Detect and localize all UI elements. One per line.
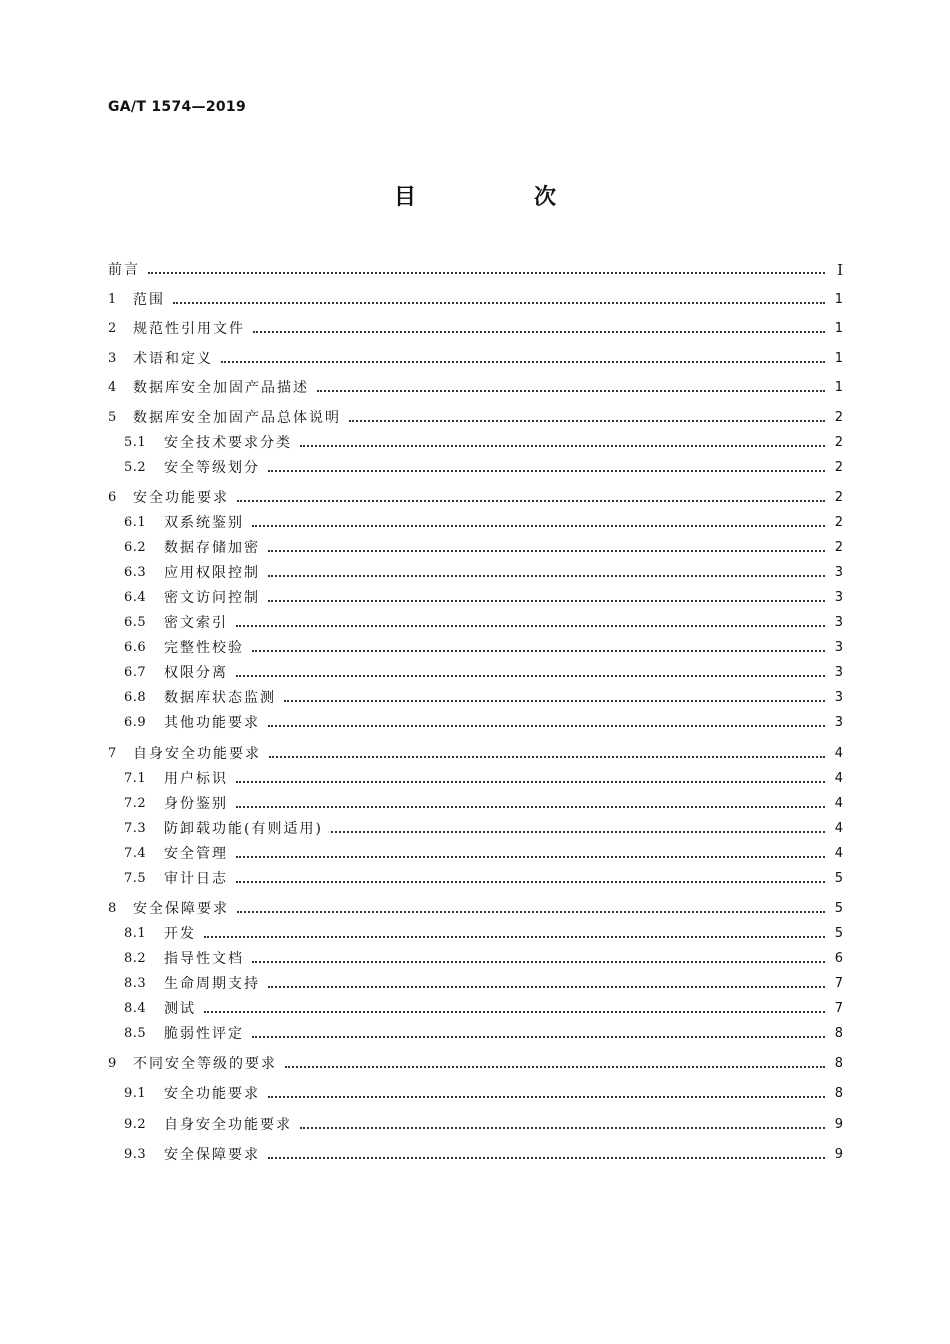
toc-entry-page: 2 <box>834 460 843 475</box>
toc-entry-page: 3 <box>834 665 843 680</box>
toc-entry-page: 3 <box>834 590 843 605</box>
toc-entry-number: 6 <box>108 490 117 505</box>
toc-entry-number: 6.8 <box>124 690 147 705</box>
toc-entry-number: 7 <box>108 746 117 761</box>
toc-entry[interactable] <box>108 947 843 971</box>
toc-leader-dots <box>285 1064 825 1068</box>
toc-entry-page: 1 <box>834 351 843 366</box>
toc-leader-dots <box>253 329 825 333</box>
toc-entry-number: 8 <box>108 901 117 916</box>
toc-entry-page: 8 <box>834 1026 843 1041</box>
toc-entry[interactable] <box>108 767 843 791</box>
toc-leader-dots <box>252 648 825 652</box>
toc-entry[interactable] <box>108 347 843 371</box>
toc-entry[interactable] <box>108 711 843 735</box>
document-code: GA/T 1574—2019 <box>108 99 246 115</box>
toc-leader-dots <box>236 673 825 677</box>
toc-entry-number: 6.7 <box>124 665 147 680</box>
toc-entry-number: 7.1 <box>124 771 147 786</box>
toc-leader-dots <box>204 934 825 938</box>
toc-entry-label: 安全功能要求 <box>133 490 229 506</box>
toc-entry-label: 开发 <box>164 926 196 942</box>
toc-entry[interactable] <box>108 1022 843 1046</box>
toc-entry-number: 6.9 <box>124 715 147 730</box>
toc-leader-dots <box>349 418 825 422</box>
toc-entry-page: 3 <box>834 715 843 730</box>
toc-entry-page: 3 <box>834 640 843 655</box>
toc-entry-page: 9 <box>834 1117 843 1132</box>
toc-entry-label: 术语和定义 <box>133 351 213 367</box>
toc-entry[interactable] <box>108 636 843 660</box>
toc-entry-number: 9.1 <box>124 1086 147 1101</box>
toc-entry-number: 8.3 <box>124 976 147 991</box>
toc-entry[interactable] <box>108 792 843 816</box>
toc-entry-number: 5.1 <box>124 435 147 450</box>
toc-entry-page: 8 <box>834 1056 843 1071</box>
toc-entry-page: 1 <box>834 292 843 307</box>
toc-entry-page: 5 <box>834 901 843 916</box>
toc-leader-dots <box>237 498 825 502</box>
toc-entry-page: 4 <box>834 746 843 761</box>
toc-entry-page: 9 <box>834 1147 843 1162</box>
toc-entry[interactable] <box>108 661 843 685</box>
toc-entry[interactable] <box>108 486 843 510</box>
toc-leader-dots <box>236 879 825 883</box>
toc-entry-label: 范围 <box>133 292 165 308</box>
toc-entry[interactable] <box>108 536 843 560</box>
toc-entry-label: 完整性校验 <box>164 640 244 656</box>
toc-entry-label: 自身安全功能要求 <box>164 1117 292 1133</box>
toc-entry-number: 7.3 <box>124 821 147 836</box>
toc-entry-label: 安全保障要求 <box>133 901 229 917</box>
toc-title: 目 次 <box>393 185 604 210</box>
toc-leader-dots <box>252 959 825 963</box>
toc-leader-dots <box>317 388 825 392</box>
toc-entry-page: 2 <box>834 435 843 450</box>
toc-entry-page: 8 <box>834 1086 843 1101</box>
toc-entry[interactable] <box>108 1082 843 1106</box>
toc-entry-number: 8.5 <box>124 1026 147 1041</box>
toc-entry-label: 数据存储加密 <box>164 540 260 556</box>
toc-entry-label: 安全保障要求 <box>164 1147 260 1163</box>
toc-entry-label: 密文索引 <box>164 615 228 631</box>
toc-leader-dots <box>300 443 825 447</box>
toc-entry-label: 生命周期支持 <box>164 976 260 992</box>
toc-entry-page: 7 <box>834 1001 843 1016</box>
toc-entry[interactable] <box>108 1113 843 1137</box>
toc-entry-page: Ⅰ <box>837 261 843 279</box>
toc-entry[interactable] <box>108 406 843 430</box>
toc-entry[interactable] <box>108 258 843 282</box>
toc-entry-label: 安全等级划分 <box>164 460 260 476</box>
toc-entry-number: 5 <box>108 410 117 425</box>
toc-entry-label: 用户标识 <box>164 771 228 787</box>
toc-entry-page: 4 <box>834 771 843 786</box>
toc-entry[interactable] <box>108 611 843 635</box>
toc-entry[interactable] <box>108 817 843 841</box>
toc-entry-number: 4 <box>108 380 117 395</box>
toc-entry[interactable] <box>108 561 843 585</box>
toc-entry[interactable] <box>108 456 843 480</box>
toc-entry-page: 6 <box>834 951 843 966</box>
toc-entry-number: 6.6 <box>124 640 147 655</box>
toc-entry-number: 6.4 <box>124 590 147 605</box>
toc-entry-number: 8.1 <box>124 926 147 941</box>
toc-leader-dots <box>236 779 825 783</box>
toc-entry-page: 3 <box>834 690 843 705</box>
toc-entry-page: 4 <box>834 796 843 811</box>
toc-entry-page: 5 <box>834 871 843 886</box>
toc-leader-dots <box>300 1125 825 1129</box>
toc-entry-page: 2 <box>834 410 843 425</box>
toc-entry-page: 1 <box>834 380 843 395</box>
toc-leader-dots <box>268 723 825 727</box>
toc-leader-dots <box>236 623 825 627</box>
toc-entry-number: 9.3 <box>124 1147 147 1162</box>
toc-entry-number: 9.2 <box>124 1117 147 1132</box>
toc-entry[interactable] <box>108 586 843 610</box>
toc-entry-number: 1 <box>108 292 117 307</box>
toc-entry-label: 指导性文档 <box>164 951 244 967</box>
toc-leader-dots <box>173 300 825 304</box>
toc-entry[interactable] <box>108 867 843 891</box>
toc-leader-dots <box>331 829 825 833</box>
toc-leader-dots <box>252 1034 825 1038</box>
toc-entry-label: 安全功能要求 <box>164 1086 260 1102</box>
toc-leader-dots <box>268 548 825 552</box>
toc-entry[interactable] <box>108 511 843 535</box>
toc-leader-dots <box>268 984 825 988</box>
toc-leader-dots <box>268 1094 825 1098</box>
toc-entry-label: 规范性引用文件 <box>133 321 245 337</box>
toc-entry[interactable] <box>108 742 843 766</box>
toc-entry[interactable] <box>108 1052 843 1076</box>
toc-entry-number: 6.2 <box>124 540 147 555</box>
toc-leader-dots <box>237 909 825 913</box>
toc-entry-label: 数据库安全加固产品总体说明 <box>133 410 341 426</box>
toc-entry-number: 6.5 <box>124 615 147 630</box>
toc-leader-dots <box>236 804 825 808</box>
toc-leader-dots <box>268 1155 825 1159</box>
toc-entry-page: 2 <box>834 540 843 555</box>
toc-entry-label: 密文访问控制 <box>164 590 260 606</box>
toc-leader-dots <box>268 573 825 577</box>
toc-entry[interactable] <box>108 997 843 1021</box>
toc-entry-number: 6.3 <box>124 565 147 580</box>
toc-entry-page: 4 <box>834 846 843 861</box>
toc-entry-page: 2 <box>834 515 843 530</box>
toc-entry[interactable] <box>108 897 843 921</box>
toc-entry-page: 1 <box>834 321 843 336</box>
toc-entry-page: 4 <box>834 821 843 836</box>
toc-entry-label: 数据库安全加固产品描述 <box>133 380 309 396</box>
toc-leader-dots <box>148 270 825 274</box>
toc-entry[interactable] <box>108 288 843 312</box>
toc-entry[interactable] <box>108 431 843 455</box>
toc-entry-label: 不同安全等级的要求 <box>133 1056 277 1072</box>
toc-entry-label: 安全管理 <box>164 846 228 862</box>
toc-entry-label: 其他功能要求 <box>164 715 260 731</box>
toc-entry[interactable] <box>108 686 843 710</box>
toc-entry[interactable] <box>108 1143 843 1167</box>
toc-leader-dots <box>269 754 825 758</box>
toc-entry-number: 2 <box>108 321 117 336</box>
toc-entry-page: 2 <box>834 490 843 505</box>
toc-entry-label: 双系统鉴别 <box>164 515 244 531</box>
toc-entry-page: 3 <box>834 615 843 630</box>
toc-entry-number: 3 <box>108 351 117 366</box>
toc-entry-label: 权限分离 <box>164 665 228 681</box>
toc-entry-label: 测试 <box>164 1001 196 1017</box>
toc-leader-dots <box>252 523 825 527</box>
toc-leader-dots <box>221 359 825 363</box>
toc-entry-page: 5 <box>834 926 843 941</box>
toc-entry-label: 前言 <box>108 262 140 278</box>
toc-entry-number: 8.2 <box>124 951 147 966</box>
toc-entry[interactable] <box>108 317 843 341</box>
toc-leader-dots <box>268 598 825 602</box>
toc-entry-label: 数据库状态监测 <box>164 690 276 706</box>
toc-entry-page: 7 <box>834 976 843 991</box>
toc-entry[interactable] <box>108 376 843 400</box>
toc-entry[interactable] <box>108 972 843 996</box>
toc-entry-number: 7.4 <box>124 846 147 861</box>
toc-entry-number: 6.1 <box>124 515 147 530</box>
toc-entry-label: 应用权限控制 <box>164 565 260 581</box>
toc-leader-dots <box>268 468 825 472</box>
toc-entry-label: 身份鉴别 <box>164 796 228 812</box>
toc-leader-dots <box>204 1009 825 1013</box>
toc-entry-label: 防卸载功能(有则适用) <box>164 821 323 837</box>
toc-entry-number: 7.2 <box>124 796 147 811</box>
toc-leader-dots <box>236 854 825 858</box>
toc-entry[interactable] <box>108 842 843 866</box>
toc-entry-number: 5.2 <box>124 460 147 475</box>
toc-entry-number: 8.4 <box>124 1001 147 1016</box>
toc-leader-dots <box>284 698 825 702</box>
toc-entry[interactable] <box>108 922 843 946</box>
toc-entry-number: 7.5 <box>124 871 147 886</box>
toc-entry-page: 3 <box>834 565 843 580</box>
toc-entry-number: 9 <box>108 1056 117 1071</box>
toc-entry-label: 脆弱性评定 <box>164 1026 244 1042</box>
toc-entry-label: 安全技术要求分类 <box>164 435 292 451</box>
toc-entry-label: 审计日志 <box>164 871 228 887</box>
toc-entry-label: 自身安全功能要求 <box>133 746 261 762</box>
